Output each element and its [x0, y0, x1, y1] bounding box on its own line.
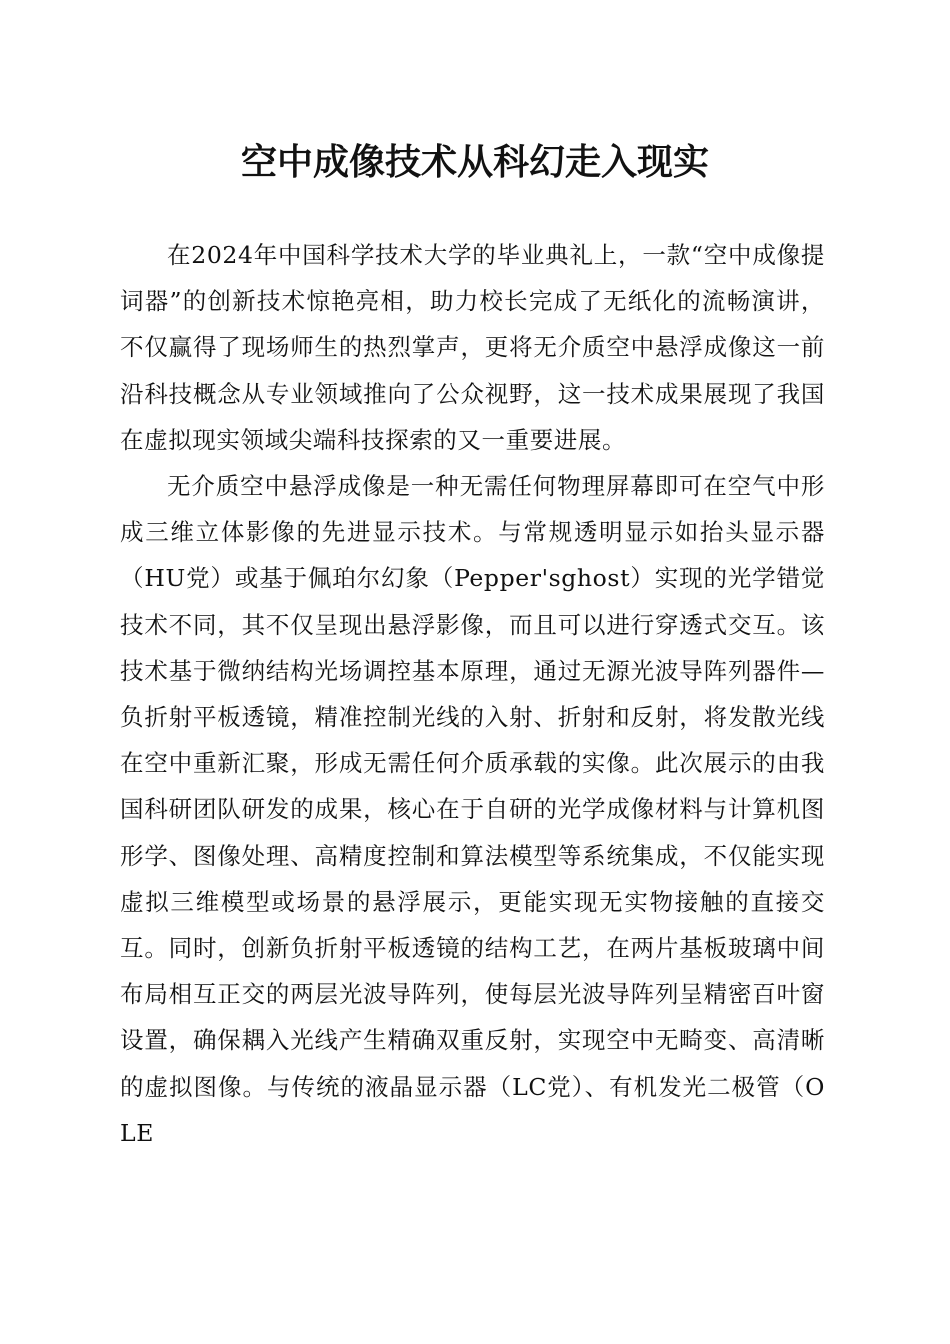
paragraph-2: 无介质空中悬浮成像是一种无需任何物理屏幕即可在空气中形成三维立体影像的先进显示技术。与常规透明显示如抬头显示器（HU党）或基于佩珀尔幻象（Pepper'sghost）实现的光学错觉技术不同，其不仅呈现出悬浮影像，而且可以进行穿透式交互。该技术基于微纳结构光场调控基本原理，通过无源光波导阵列器件—负折射平板透镜，精准控制光线的入射、折射和反射，将发散光线在空中重新汇聚，形成无需任何介质承载的实像。此次展示的由我国科研团队研发的成果，核心在于自研的光学成像材料与计算机图形学、图像处理、高精度控制和算法模型等系统集成，不仅能实现虚拟三维模型或场景的悬浮展示，更能实现无实物接触的直接交互。同时，创新负折射平板透镜的结构工艺，在两片基板玻璃中间布局相互正交的两层光波导阵列，使每层光波导阵列呈精密百叶窗设置，确保耦入光线产生精确双重反射，实现空中无畸变、高清晰的虚拟图像。与传统的液晶显示器（LC党）、有机发光二极管（OLE	[120, 472, 825, 1147]
paragraph-1: 在2024年中国科学技术大学的毕业典礼上，一款“空中成像提词器”的创新技术惊艳亮相，助力校长完成了无纸化的流畅演讲，不仅赢得了现场师生的热烈掌声，更将无介质空中悬浮成像这一前沿科技概念从专业领域推向了公众视野，这一技术成果展现了我国在虚拟现实领域尖端科技探索的又一重要进展。	[120, 241, 825, 454]
document-title: 空中成像技术从科幻走入现实	[240, 141, 709, 183]
document-body	[120, 232, 825, 1156]
